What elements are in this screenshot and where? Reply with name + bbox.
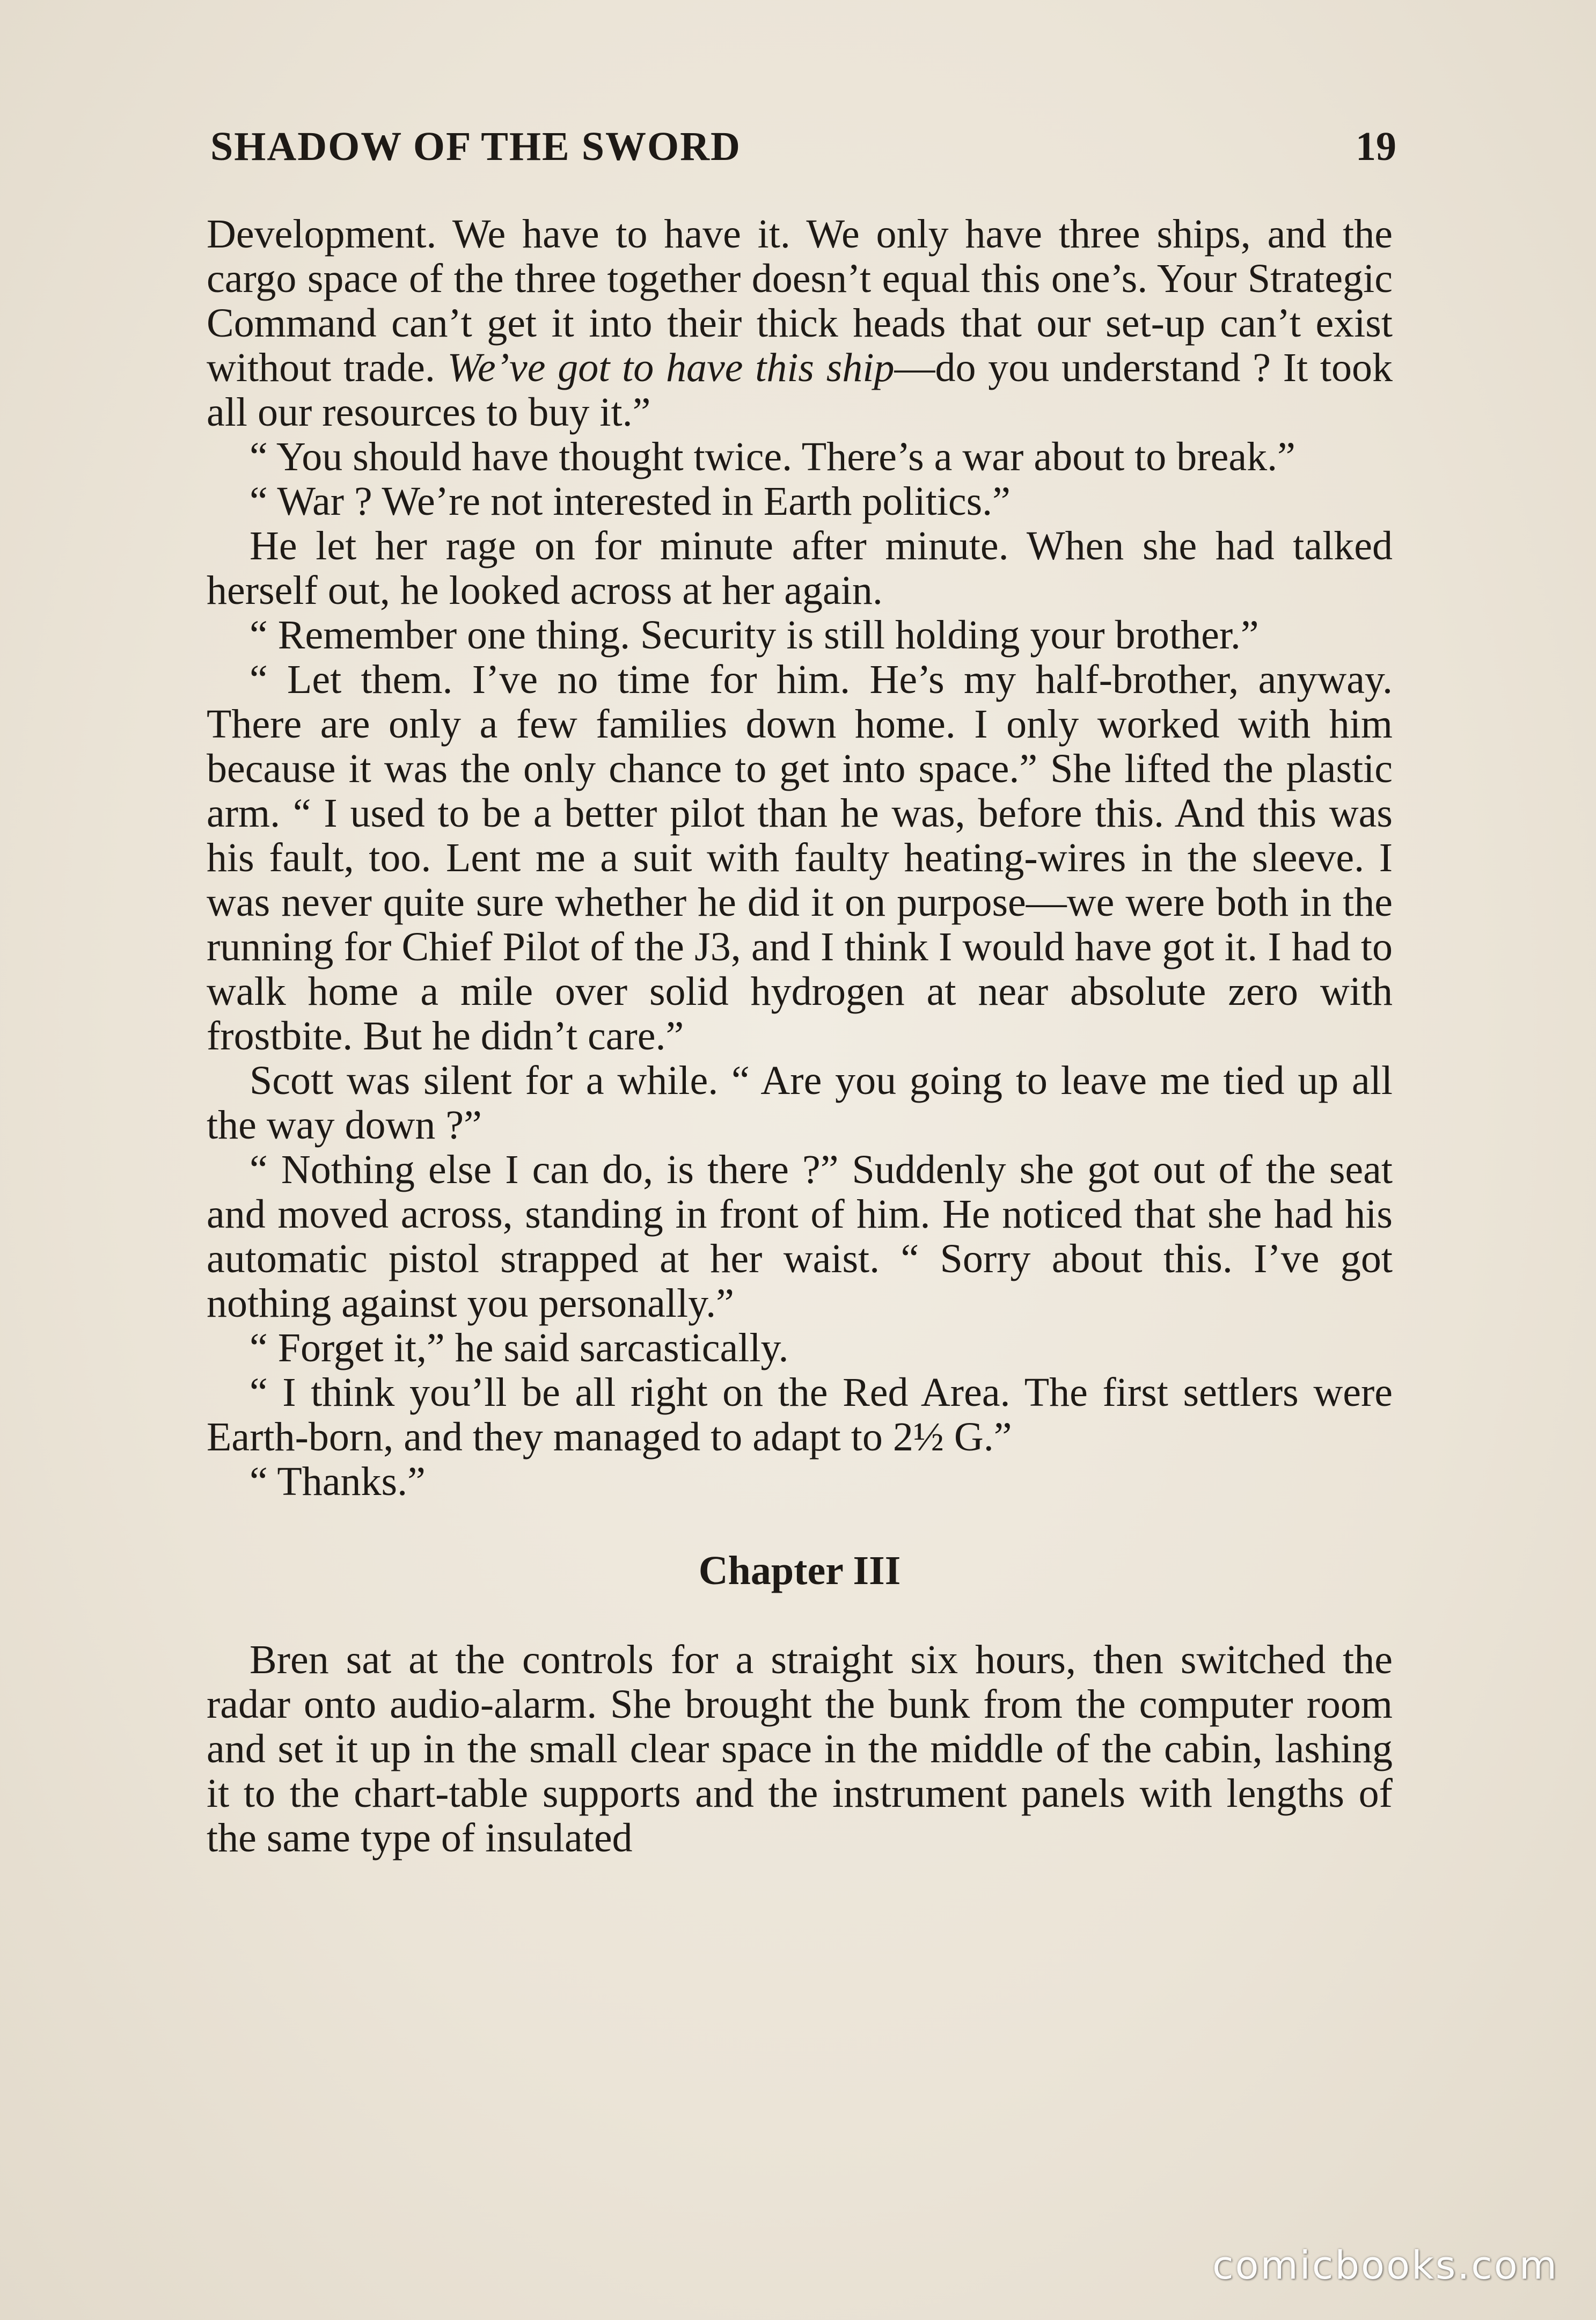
text-segment: Scott was silent for a while. “ Are you going to leave me tied up all the way down ?”: [207, 1058, 1393, 1148]
watermark: comicbooks.com: [1212, 2243, 1558, 2288]
running-head: [210, 117, 1396, 176]
italic-text: We’ve got to have this ship: [447, 345, 895, 390]
text-segment: “ You should have thought twice. There’s a war about to break.”: [250, 434, 1295, 479]
text-segment: “ War ? We’re not interested in Earth politics.”: [250, 479, 1011, 524]
text-segment: “ Nothing else I can do, is there ?” Suddenly she got out of the seat and moved across, standing in front of him. He noticed that she had his automatic pistol strapped at her waist. “ Sorry about this. I’ve got nothing against you personally.”: [207, 1147, 1393, 1326]
running-title: SHADOW OF THE SWORD: [210, 124, 741, 169]
text-segment: He let her rage on for minute after minute. When she had talked herself out, he looked across at her again.: [207, 523, 1393, 613]
text-segment: Bren sat at the controls for a straight six hours, then switched the radar onto audio-alarm. She brought the bunk from the computer room and set it up in the small clear space in the middle of the cabin, lashing it to the chart-table supports and the instrument panels with lengths of the same type of insulated: [207, 1637, 1393, 1861]
paragraph: [207, 479, 1393, 524]
text-segment: “ Thanks.”: [250, 1459, 426, 1504]
text-segment: —do you understand ? It took all our resources to buy it.”: [207, 345, 1393, 435]
text-segment: “ Let them. I’ve no time for him. He’s my half-brother, anyway. There are only a few families down home. I only worked with him because it was the only chance to get into space.” She lifted the plastic arm. “ I used to be a better pilot than he was, before this. And this was his fault, too. Lent me a suit with faulty heating-wires in the sleeve. I was never quite sure whether he did it on purpose—we were both in the running for Chief Pilot of the J3, and I think I would have got it. I had to walk home a mile over solid hydrogen at near absolute zero with frostbite. But he didn’t care.”: [207, 657, 1393, 1059]
text-segment: “ Forget it,” he said sarcastically.: [250, 1325, 789, 1370]
text-segment: Development. We have to have it. We only have three ships, and the cargo space of the three together doesn’t equal this one’s. Your Strategic Command can’t get it into their thick heads that our set-up can’t exist without trade.: [207, 211, 1393, 390]
paragraph: [207, 1460, 1393, 1504]
paragraph: [207, 658, 1393, 1059]
paragraph: [207, 1148, 1393, 1326]
paragraph: [207, 1059, 1393, 1148]
paragraph: [207, 212, 1393, 435]
paragraph: [207, 435, 1393, 479]
body-text: [207, 212, 1393, 1861]
paragraph: [207, 1326, 1393, 1370]
paragraph: [207, 1638, 1393, 1861]
chapter-heading: [207, 1549, 1393, 1593]
paragraph: [207, 524, 1393, 613]
paragraph: [207, 613, 1393, 658]
text-segment: “ I think you’ll be all right on the Red Area. The first settlers were Earth-born, and they managed to adapt to 2½ G.”: [207, 1370, 1393, 1460]
paragraph: [207, 1370, 1393, 1460]
text-segment: “ Remember one thing. Security is still holding your brother.”: [250, 612, 1259, 658]
page-number: 19: [1356, 124, 1396, 169]
text-segment: Chapter III: [698, 1548, 901, 1593]
